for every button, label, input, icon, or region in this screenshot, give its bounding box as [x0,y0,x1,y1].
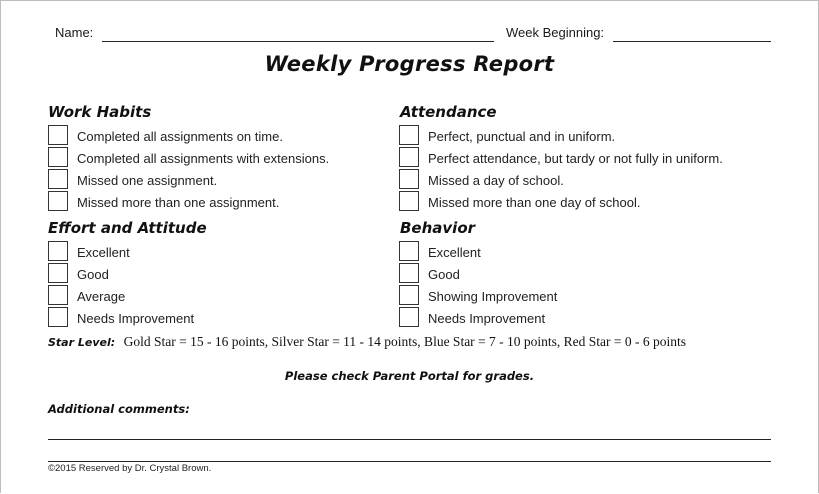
star-level-label: Star Level: [48,336,116,349]
effort-checkbox-2[interactable] [48,263,68,283]
attendance-checkbox-1[interactable] [399,125,419,145]
star-level-text: Gold Star = 15 - 16 points, Silver Star = 11 - 14 points, Blue Star = 7 - 10 points, Red Star = 0 - 6 points [123,334,687,349]
behavior-option-label: Showing Improvement [428,289,558,304]
comments-line-2[interactable] [48,461,771,462]
behavior-option-label: Good [428,267,460,282]
attendance-title: Attendance [400,103,497,121]
work-habits-checkbox-2[interactable] [48,147,68,167]
work-habits-option-label: Completed all assignments with extensions. [77,151,330,166]
name-field[interactable] [102,41,494,42]
behavior-title: Behavior [400,219,476,237]
effort-checkbox-4[interactable] [48,307,68,327]
behavior-checkbox-2[interactable] [399,263,419,283]
attendance-option-label: Missed more than one day of school. [428,195,641,210]
behavior-checkbox-4[interactable] [399,307,419,327]
additional-comments-label: Additional comments: [48,402,190,416]
behavior-checkbox-3[interactable] [399,285,419,305]
copyright-footer: ©2015 Reserved by Dr. Crystal Brown. [48,463,212,474]
effort-option-label: Needs Improvement [77,311,195,326]
effort-option-label: Good [77,267,109,282]
week-beginning-field[interactable] [613,41,771,42]
work-habits-checkbox-3[interactable] [48,169,68,189]
attendance-checkbox-4[interactable] [399,191,419,211]
attendance-option-label: Perfect attendance, but tardy or not fully in uniform. [428,151,723,166]
work-habits-checkbox-1[interactable] [48,125,68,145]
behavior-checkbox-1[interactable] [399,241,419,261]
work-habits-option-label: Missed one assignment. [77,173,218,188]
effort-checkbox-3[interactable] [48,285,68,305]
effort-option-label: Average [77,289,126,304]
work-habits-option-label: Missed more than one assignment. [77,195,280,210]
week-beginning-label: Week Beginning: [506,25,605,40]
work-habits-option-label: Completed all assignments on time. [77,129,283,144]
attendance-checkbox-3[interactable] [399,169,419,189]
behavior-option-label: Excellent [428,245,481,260]
attendance-option-label: Missed a day of school. [428,173,564,188]
behavior-option-label: Needs Improvement [428,311,546,326]
parent-portal-note: Please check Parent Portal for grades. [284,369,535,383]
name-label: Name: [55,25,94,40]
effort-attitude-title: Effort and Attitude [48,219,207,237]
attendance-option-label: Perfect, punctual and in uniform. [428,129,616,144]
work-habits-checkbox-4[interactable] [48,191,68,211]
page-title: Weekly Progress Report [264,52,555,76]
work-habits-title: Work Habits [48,103,152,121]
effort-option-label: Excellent [77,245,130,260]
effort-checkbox-1[interactable] [48,241,68,261]
comments-line-1[interactable] [48,439,771,440]
attendance-checkbox-2[interactable] [399,147,419,167]
star-level-row [48,333,686,351]
